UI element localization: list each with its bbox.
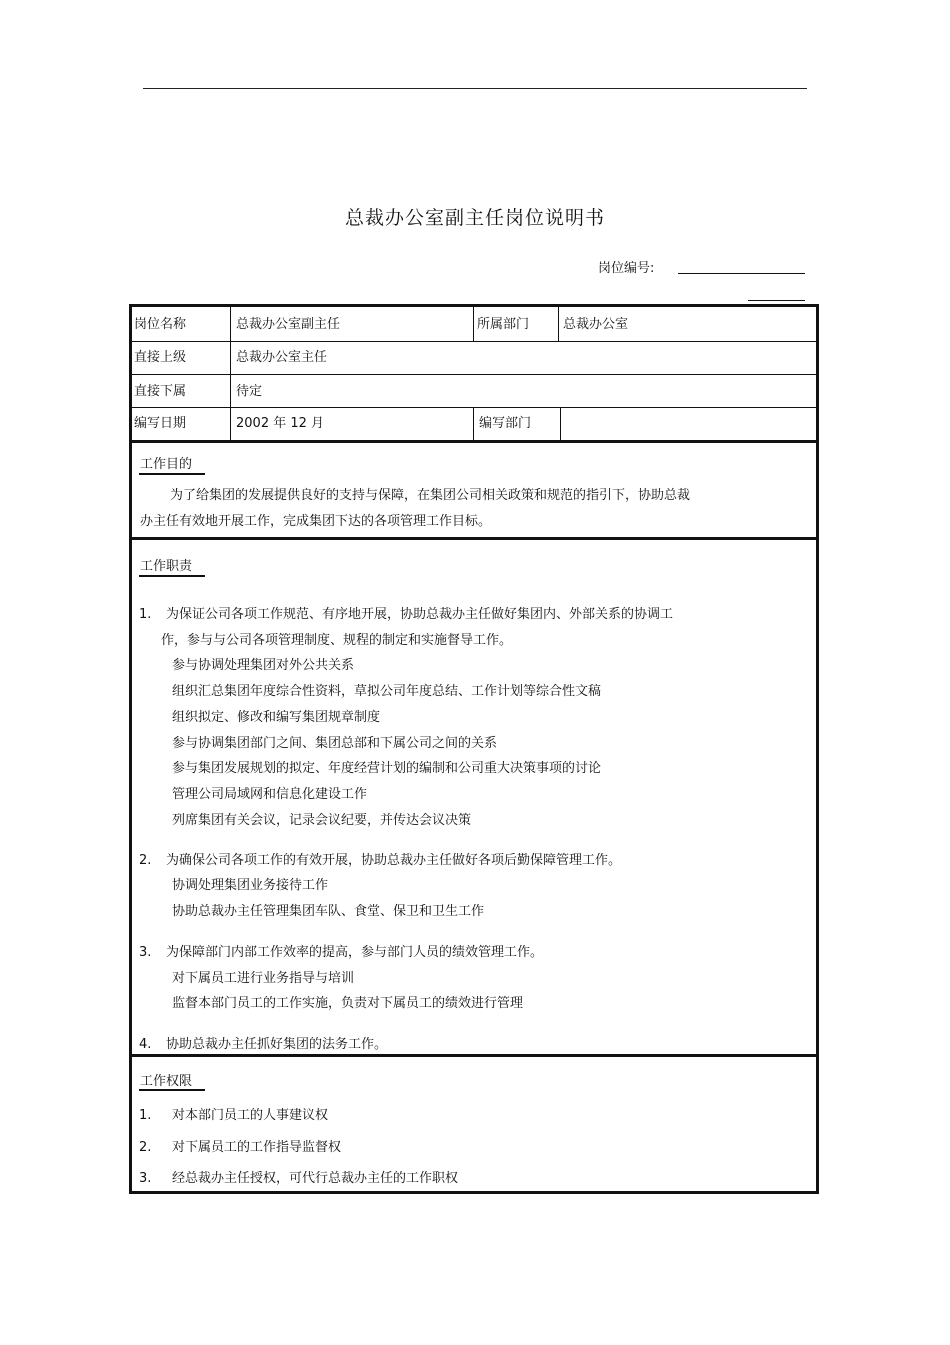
position-code-field [678, 273, 805, 274]
duty-item: 协助总裁办主任管理集团车队、食堂、保卫和卫生工作 [172, 904, 485, 919]
duty-item: 组织拟定、修改和编写集团规章制度 [172, 710, 381, 725]
date-value: 2002 年 12 月 [236, 416, 325, 431]
date-label: 编写日期 [134, 416, 187, 431]
header-rule [143, 88, 807, 89]
duty-number: 4. [139, 1037, 152, 1052]
duty-item: 参与集团发展规划的拟定、年度经营计划的编制和公司重大决策事项的讨论 [172, 761, 602, 776]
duty-item: 管理公司局域网和信息化建设工作 [172, 787, 368, 802]
duty-line: 为保障部门内部工作效率的提高，参与部门人员的绩效管理工作。 [166, 945, 544, 960]
purpose-line: 为了给集团的发展提供良好的支持与保障，在集团公司相关政策和规范的指引下，协助总裁 [170, 488, 691, 503]
authority-number: 1. [139, 1108, 152, 1123]
duties-heading-underline [139, 575, 205, 577]
page-title: 总裁办公室副主任岗位说明书 [344, 207, 605, 229]
table-rule [473, 307, 474, 341]
author-dept-label: 编写部门 [479, 416, 532, 431]
table-rule [132, 440, 816, 443]
duty-item: 对下属员工进行业务指导与培训 [172, 971, 355, 986]
duty-item: 协调处理集团业务接待工作 [172, 878, 329, 893]
position-name-label: 岗位名称 [134, 317, 187, 332]
superior-label: 直接上级 [134, 350, 187, 365]
duty-line: 协助总裁办主任抓好集团的法务工作。 [166, 1037, 388, 1052]
table-rule [560, 407, 561, 441]
duty-item: 监督本部门员工的工作实施，负责对下属员工的绩效进行管理 [172, 996, 524, 1011]
duties-heading: 工作职责 [140, 559, 193, 574]
purpose-heading-underline [139, 473, 205, 475]
duty-number: 3. [139, 945, 152, 960]
authority-item: 对下属员工的工作指导监督权 [172, 1140, 342, 1155]
table-rule [558, 307, 559, 341]
subordinate-label: 直接下属 [134, 384, 187, 399]
authority-item: 对本部门员工的人事建议权 [172, 1108, 329, 1123]
table-rule [132, 407, 816, 408]
authority-heading: 工作权限 [140, 1074, 193, 1089]
table-rule [132, 341, 816, 342]
superior-value: 总裁办公室主任 [236, 350, 328, 365]
short-rule [748, 300, 805, 301]
duty-item: 列席集团有关会议，记录会议纪要，并传达会议决策 [172, 813, 472, 828]
authority-heading-underline [139, 1089, 205, 1091]
authority-number: 2. [139, 1140, 152, 1155]
duty-item: 参与协调处理集团对外公共关系 [172, 658, 355, 673]
duty-number: 1. [139, 607, 152, 622]
duty-line: 作，参与与公司各项管理制度、规程的制定和实施督导工作。 [161, 633, 513, 648]
purpose-line: 办主任有效地开展工作，完成集团下达的各项管理工作目标。 [140, 514, 492, 529]
purpose-heading: 工作目的 [140, 457, 193, 472]
position-name-value: 总裁办公室副主任 [236, 317, 341, 332]
job-description-table [129, 304, 819, 1194]
duty-line: 为保证公司各项工作规范、有序地开展，协助总裁办主任做好集团内、外部关系的协调工 [166, 607, 674, 622]
table-rule [132, 374, 816, 375]
section-rule [132, 1054, 816, 1057]
duty-line: 为确保公司各项工作的有效开展，协助总裁办主任做好各项后勤保障管理工作。 [166, 853, 622, 868]
duty-number: 2. [139, 853, 152, 868]
position-code-label: 岗位编号: [598, 261, 655, 276]
section-rule [132, 537, 816, 540]
duty-item: 组织汇总集团年度综合性资料，草拟公司年度总结、工作计划等综合性文稿 [172, 684, 602, 699]
department-label: 所属部门 [477, 317, 530, 332]
duty-item: 参与协调集团部门之间、集团总部和下属公司之间的关系 [172, 736, 498, 751]
authority-number: 3. [139, 1171, 152, 1186]
table-rule [473, 407, 474, 441]
subordinate-value: 待定 [236, 384, 263, 399]
table-rule [230, 307, 231, 441]
department-value: 总裁办公室 [563, 317, 629, 332]
authority-item: 经总裁办主任授权，可代行总裁办主任的工作职权 [172, 1171, 459, 1186]
